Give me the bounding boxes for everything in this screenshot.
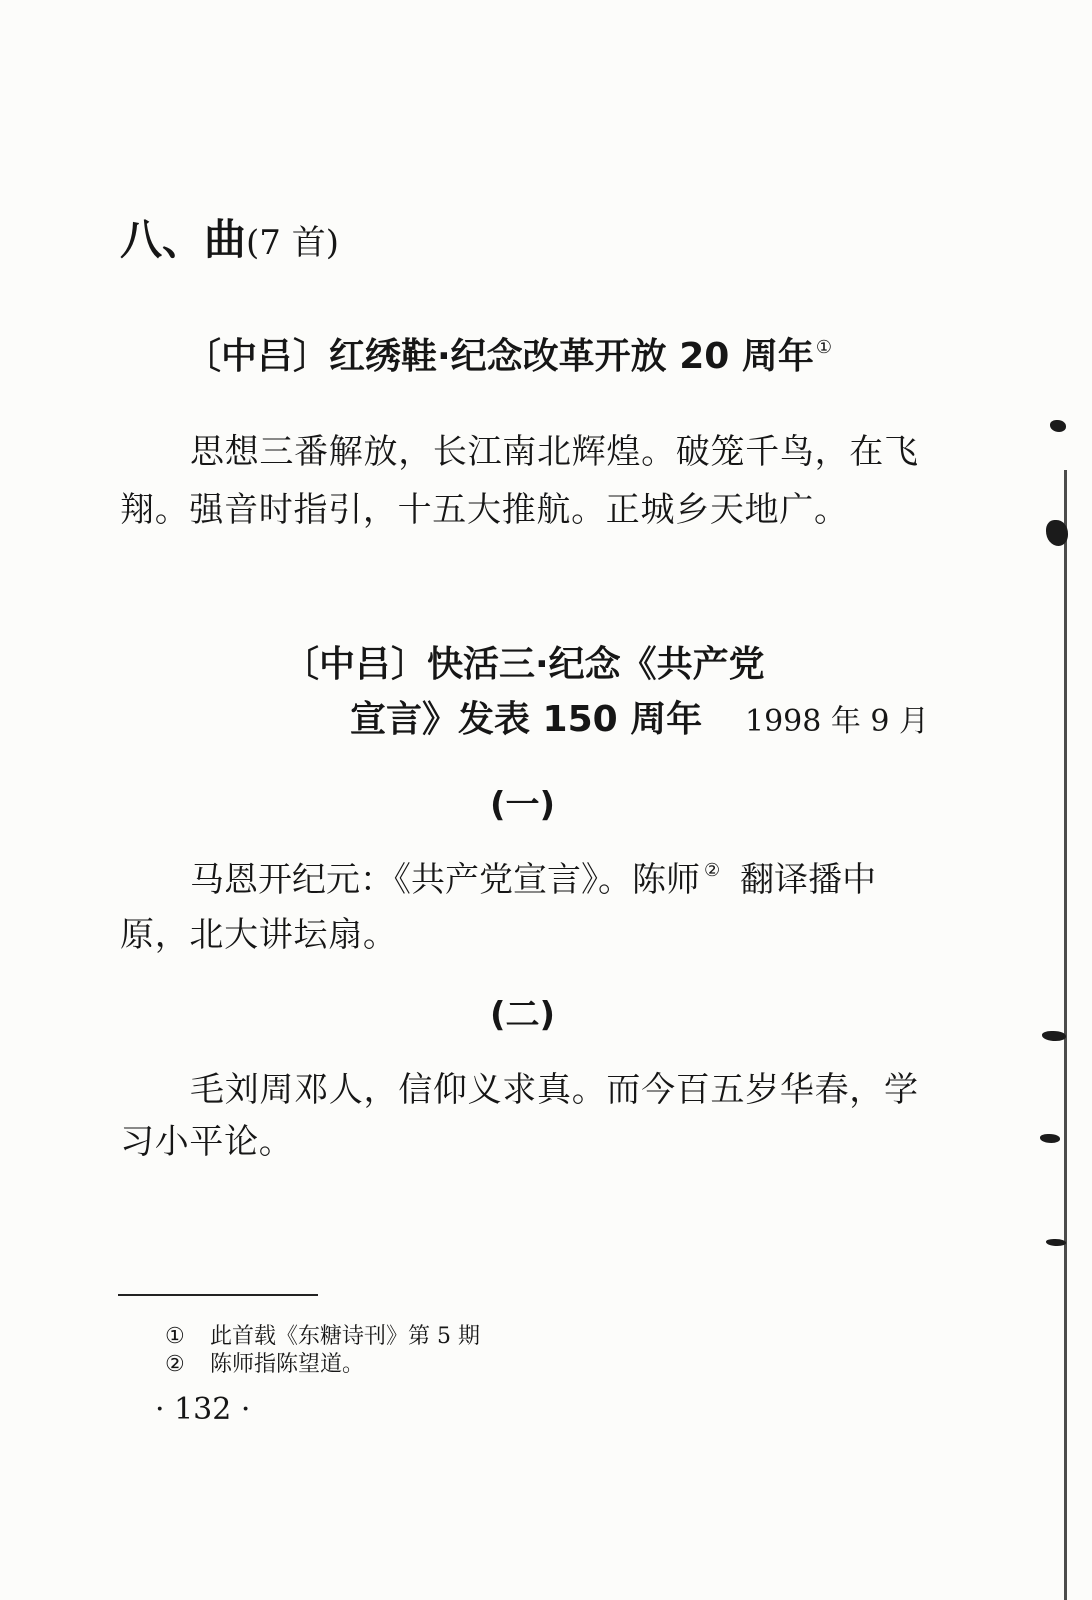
poem-title-text: 〔中吕〕红绣鞋·纪念改革开放 20 周年 (185, 336, 814, 377)
poem-title (185, 335, 832, 385)
part-label: (二) (490, 995, 556, 1035)
page-number: · 132 · (155, 1392, 251, 1427)
footnote-text: 陈师指陈望道。 (210, 1352, 365, 1377)
poem-line (190, 858, 876, 908)
footnote-mark: ② (165, 1352, 185, 1377)
poem-title-line: 〔中吕〕快活三·纪念《共产党 (283, 644, 765, 685)
poem-line: 原，北大讲坛扇。 (120, 915, 398, 955)
poem-date: 1998 年 9 月 (745, 704, 930, 739)
scan-mark (1050, 420, 1066, 432)
poem-title-line: 宣言》发表 150 周年 (350, 699, 703, 740)
poem-line: 思想三番解放，长江南北辉煌。破笼千鸟，在飞 (190, 432, 919, 472)
scan-mark (1042, 1031, 1066, 1041)
scan-mark (1046, 1239, 1066, 1246)
part-label: (一) (490, 785, 556, 825)
scan-mark (1040, 1134, 1060, 1143)
poem-line-text: 翻译播中 (740, 860, 877, 900)
footnote-text: 此首载《东糖诗刊》第 5 期 (210, 1324, 480, 1349)
poem-line: 翔。强音时指引，十五大推航。正城乡天地广。 (120, 490, 849, 530)
section-heading (120, 212, 339, 277)
scan-mark (1046, 520, 1068, 546)
section-count: (7 首) (246, 223, 339, 263)
poem-line-text: 马恩开纪元：《共产党宣言》。陈师 (190, 860, 700, 900)
poem-line: 习小平论。 (120, 1122, 294, 1162)
footnote-mark: ① (165, 1324, 185, 1349)
footnote-marker: ① (815, 337, 832, 358)
section-title: 八、曲 (120, 215, 247, 264)
footnote-marker: ② (704, 860, 721, 881)
footnote-divider (118, 1294, 318, 1296)
poem-line: 毛刘周邓人，信仰义求真。而今百五岁华春，学 (190, 1070, 919, 1110)
